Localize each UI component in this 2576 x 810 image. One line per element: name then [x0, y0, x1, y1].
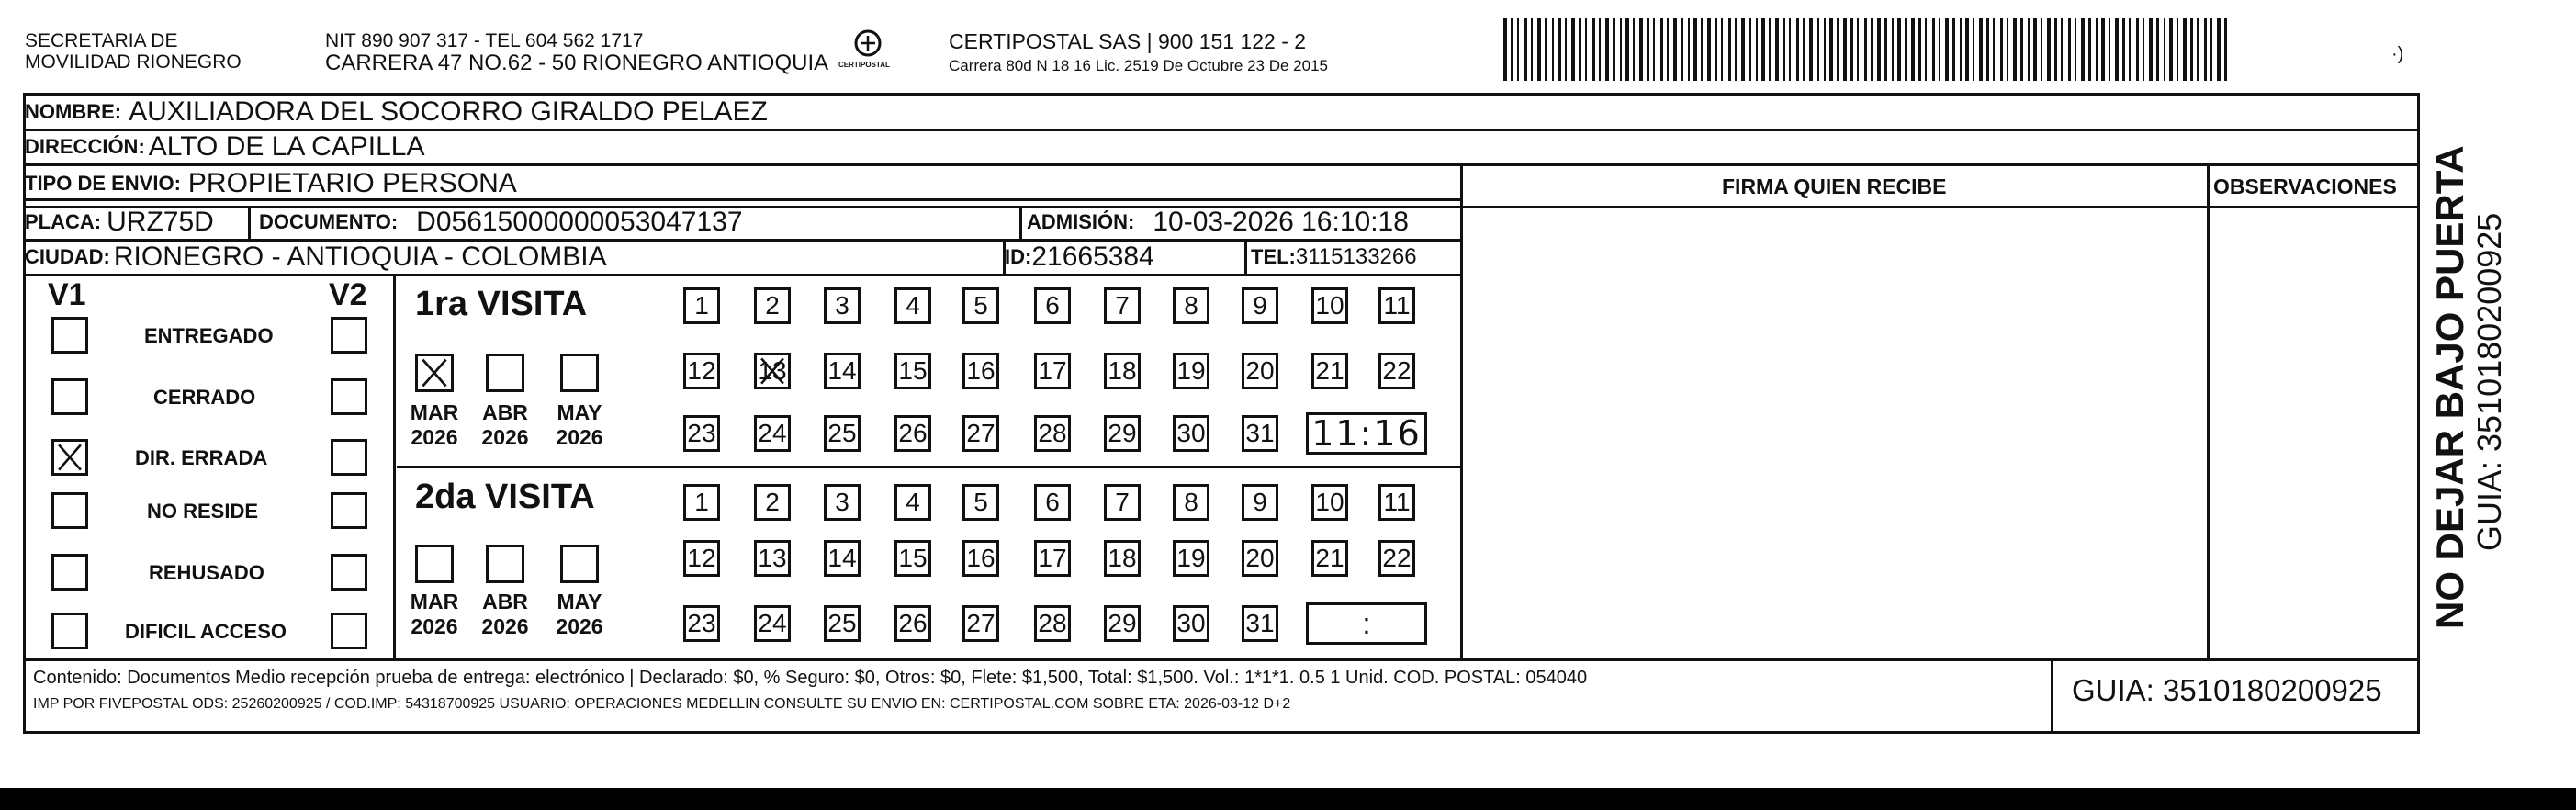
- month-label: MAY 2026: [556, 400, 603, 449]
- contenido-line: Contenido: Documentos Medio recepción prueba de entrega: electrónico | Declarado: $0, % Seguro: $0, Otros: $0, Flete: $1,500, Total: $1,500. Vol.: 1*1*1. 0.5 1 Unid. COD. POSTAL: 054040: [33, 668, 1588, 688]
- nombre-value: AUXILIADORA DEL SOCORRO GIRALDO PELAEZ: [129, 96, 768, 127]
- day-box-31[interactable]: [1242, 605, 1278, 642]
- day-number: 14: [827, 356, 857, 385]
- v1-checkbox[interactable]: [51, 439, 88, 476]
- day-number: 8: [1184, 488, 1198, 516]
- day-box-19[interactable]: [1173, 353, 1209, 389]
- x-mark-icon: [757, 355, 788, 387]
- imp-line: IMP POR FIVEPOSTAL ODS: 25260200925 / COD.IMP: 54318700925 USUARIO: OPERACIONES MEDELLIN CONSULTE SU ENVIO EN: CERTIPOSTAL.COM SOBRE ETA: 2026-03-12 D+2: [33, 696, 1291, 712]
- ciudad-value: RIONEGRO - ANTIOQUIA - COLOMBIA: [113, 242, 607, 272]
- day-box-15[interactable]: [894, 353, 931, 389]
- day-box-16[interactable]: [962, 353, 999, 389]
- day-box-9[interactable]: [1242, 484, 1278, 521]
- visit1-title: 1ra VISITA: [415, 285, 588, 323]
- observaciones-header: OBSERVACIONES: [2213, 174, 2397, 198]
- day-box-2[interactable]: [754, 287, 791, 324]
- nombre-label: NOMBRE:: [25, 100, 122, 123]
- day-box-30[interactable]: [1173, 415, 1209, 452]
- ciudad-label: CIUDAD:: [25, 245, 110, 268]
- day-box-20[interactable]: [1242, 353, 1278, 389]
- certipostal-logo-icon: [849, 28, 886, 59]
- nombre-row: [25, 96, 768, 129]
- day-box-13[interactable]: [754, 540, 791, 577]
- v2-label: V2: [329, 277, 367, 312]
- day-number: 22: [1382, 544, 1412, 572]
- day-number: 25: [827, 419, 857, 447]
- visit2-time-box[interactable]: [1306, 602, 1427, 645]
- day-number: 14: [827, 544, 857, 572]
- day-box-22[interactable]: [1378, 353, 1415, 389]
- day-box-26[interactable]: [894, 605, 931, 642]
- v2-checkbox[interactable]: [331, 554, 367, 591]
- v1-checkbox[interactable]: [51, 613, 88, 649]
- day-number: 28: [1038, 419, 1067, 447]
- day-box-23[interactable]: [683, 605, 720, 642]
- day-box-31[interactable]: [1242, 415, 1278, 452]
- day-box-1[interactable]: [683, 287, 720, 324]
- day-box-1[interactable]: [683, 484, 720, 521]
- issuer-line-1: SECRETARIA DE: [25, 30, 178, 51]
- x-mark-icon: [418, 356, 451, 389]
- day-box-2[interactable]: [754, 484, 791, 521]
- day-box-5[interactable]: [962, 287, 999, 324]
- day-box-17[interactable]: [1034, 540, 1071, 577]
- day-box-12[interactable]: [683, 540, 720, 577]
- day-number: 28: [1038, 609, 1067, 637]
- barcode: [1503, 18, 2233, 81]
- day-number: 19: [1176, 544, 1206, 572]
- day-number: 29: [1108, 609, 1137, 637]
- day-number: 9: [1253, 488, 1267, 516]
- ciudad-row: [25, 241, 607, 274]
- day-number: 10: [1315, 291, 1344, 320]
- day-box-7[interactable]: [1104, 287, 1141, 324]
- day-box-14[interactable]: [824, 353, 861, 389]
- day-box-8[interactable]: [1173, 484, 1209, 521]
- day-box-25[interactable]: [824, 415, 861, 452]
- day-number: 25: [827, 609, 857, 637]
- day-number: 12: [687, 356, 716, 385]
- v1-label: V1: [48, 277, 86, 312]
- admision-label: ADMISIÓN:: [1027, 210, 1135, 233]
- day-box-24[interactable]: [754, 605, 791, 642]
- day-box-26[interactable]: [894, 415, 931, 452]
- documento-label: DOCUMENTO:: [259, 210, 399, 233]
- id-row: [1005, 241, 1154, 274]
- day-number: 6: [1045, 488, 1060, 516]
- day-number: 12: [687, 544, 716, 572]
- v1-checkbox[interactable]: [51, 492, 88, 529]
- v2-checkbox[interactable]: [331, 613, 367, 649]
- day-number: 5: [973, 488, 988, 516]
- day-number: 18: [1108, 544, 1137, 572]
- day-box-21[interactable]: [1311, 353, 1348, 389]
- month-label: MAR 2026: [410, 400, 459, 449]
- day-box-17[interactable]: [1034, 353, 1071, 389]
- day-number: 15: [898, 356, 928, 385]
- day-number: 8: [1184, 291, 1198, 320]
- day-number: 30: [1176, 609, 1206, 637]
- day-number: 7: [1115, 488, 1130, 516]
- day-box-10[interactable]: [1311, 484, 1348, 521]
- day-box-3[interactable]: [824, 484, 861, 521]
- day-number: 6: [1045, 291, 1060, 320]
- day-number: 24: [758, 609, 787, 637]
- visit2-title: 2da VISITA: [415, 478, 595, 516]
- visit1-time-box[interactable]: [1306, 412, 1427, 455]
- day-box-14[interactable]: [824, 540, 861, 577]
- day-number: 30: [1176, 419, 1206, 447]
- day-box-8[interactable]: [1173, 287, 1209, 324]
- day-box-22[interactable]: [1378, 540, 1415, 577]
- v2-checkbox[interactable]: [331, 439, 367, 476]
- day-number: 27: [966, 609, 996, 637]
- day-number: 18: [1108, 356, 1137, 385]
- day-box-10[interactable]: [1311, 287, 1348, 324]
- day-number: 20: [1245, 356, 1275, 385]
- month-checkbox[interactable]: [415, 354, 454, 392]
- day-number: 4: [906, 291, 920, 320]
- direccion-label: DIRECCIÓN:: [25, 135, 145, 158]
- no-dejar-bajo-puerta: NO DEJAR BAJO PUERTA: [2428, 145, 2471, 629]
- day-box-4[interactable]: [894, 287, 931, 324]
- day-box-25[interactable]: [824, 605, 861, 642]
- month-checkbox[interactable]: [415, 545, 454, 583]
- day-number: 10: [1315, 488, 1344, 516]
- day-box-4[interactable]: [894, 484, 931, 521]
- v2-checkbox[interactable]: [331, 317, 367, 354]
- v1-checkbox[interactable]: [51, 378, 88, 415]
- month-checkbox[interactable]: [486, 545, 524, 583]
- month-checkbox[interactable]: [560, 354, 599, 392]
- day-box-20[interactable]: [1242, 540, 1278, 577]
- day-number: 23: [687, 419, 716, 447]
- day-number: 2: [765, 291, 780, 320]
- tel-label: TEL:: [1251, 245, 1296, 268]
- visit1-time: 11:16: [1311, 413, 1422, 454]
- day-box-5[interactable]: [962, 484, 999, 521]
- day-box-29[interactable]: [1104, 605, 1141, 642]
- day-number: 1: [694, 291, 709, 320]
- day-number: 31: [1245, 419, 1275, 447]
- day-number: 4: [906, 488, 920, 516]
- month-checkbox[interactable]: [486, 354, 524, 392]
- day-box-9[interactable]: [1242, 287, 1278, 324]
- day-box-24[interactable]: [754, 415, 791, 452]
- day-number: 23: [687, 609, 716, 637]
- month-label: ABR 2026: [481, 400, 529, 449]
- day-number: 15: [898, 544, 928, 572]
- documento-value: D05615000000053047137: [416, 207, 743, 237]
- day-box-29[interactable]: [1104, 415, 1141, 452]
- side-guia: GUIA: 3510180200925: [2470, 212, 2508, 551]
- footer-guia: GUIA: 3510180200925: [2072, 673, 2382, 707]
- day-number: 19: [1176, 356, 1206, 385]
- day-box-12[interactable]: [683, 353, 720, 389]
- bottom-strip: [0, 788, 2576, 810]
- day-box-16[interactable]: [962, 540, 999, 577]
- v2-checkbox[interactable]: [331, 492, 367, 529]
- placa-label: PLACA:: [25, 210, 102, 233]
- day-number: 20: [1245, 544, 1275, 572]
- certipostal-logo-text: CERTIPOSTAL: [838, 61, 890, 69]
- courier-line-1: CERTIPOSTAL SAS | 900 151 122 - 2: [949, 29, 1307, 53]
- admision-row: [1027, 206, 1409, 239]
- day-box-28[interactable]: [1034, 415, 1071, 452]
- status-label: NO RESIDE: [147, 500, 259, 523]
- day-number: 13: [758, 356, 787, 385]
- v2-checkbox[interactable]: [331, 378, 367, 415]
- tipo-envio-label: TIPO DE ENVIO:: [25, 172, 181, 195]
- placa-value: URZ75D: [107, 207, 214, 237]
- status-label: REHUSADO: [149, 561, 264, 584]
- id-value: 21665384: [1031, 242, 1154, 272]
- day-box-6[interactable]: [1034, 484, 1071, 521]
- day-number: 22: [1382, 356, 1412, 385]
- day-box-18[interactable]: [1104, 540, 1141, 577]
- day-number: 29: [1108, 419, 1137, 447]
- day-box-23[interactable]: [683, 415, 720, 452]
- visit2-time: :: [1362, 606, 1371, 640]
- day-number: 11: [1383, 488, 1411, 516]
- day-number: 21: [1315, 356, 1344, 385]
- day-number: 1: [694, 488, 709, 516]
- x-mark-icon: [54, 442, 85, 473]
- month-label: ABR 2026: [481, 590, 529, 638]
- month-label: MAR 2026: [410, 590, 459, 638]
- admision-value: 10-03-2026 16:10:18: [1153, 207, 1409, 237]
- day-number: 26: [898, 609, 928, 637]
- day-number: 5: [973, 291, 988, 320]
- placa-row: [25, 206, 214, 239]
- day-box-6[interactable]: [1034, 287, 1071, 324]
- day-number: 2: [765, 488, 780, 516]
- tipo-envio-row: [25, 167, 517, 200]
- status-label: DIFICIL ACCESO: [125, 620, 287, 643]
- day-box-28[interactable]: [1034, 605, 1071, 642]
- month-checkbox[interactable]: [560, 545, 599, 583]
- v1-checkbox[interactable]: [51, 317, 88, 354]
- status-label: DIR. ERRADA: [135, 446, 268, 469]
- tipo-envio-value: PROPIETARIO PERSONA: [187, 168, 517, 198]
- day-box-30[interactable]: [1173, 605, 1209, 642]
- day-box-11[interactable]: [1378, 484, 1415, 521]
- day-box-11[interactable]: [1378, 287, 1415, 324]
- day-number: 11: [1383, 291, 1411, 320]
- tel-row: [1251, 241, 1417, 274]
- nit-line: NIT 890 907 317 - TEL 604 562 1717: [325, 30, 644, 51]
- day-number: 31: [1245, 609, 1275, 637]
- firma-header: FIRMA QUIEN RECIBE: [1722, 174, 1947, 198]
- day-number: 17: [1038, 544, 1067, 572]
- day-number: 7: [1115, 291, 1130, 320]
- month-label: MAY 2026: [556, 590, 603, 638]
- address-line: CARRERA 47 NO.62 - 50 RIONEGRO ANTIOQUIA: [325, 51, 829, 75]
- day-box-15[interactable]: [894, 540, 931, 577]
- courier-line-2: Carrera 80d N 18 16 Lic. 2519 De Octubre 23 De 2015: [949, 57, 1328, 74]
- issuer-line-2: MOVILIDAD RIONEGRO: [25, 51, 242, 73]
- day-number: 17: [1038, 356, 1067, 385]
- day-box-7[interactable]: [1104, 484, 1141, 521]
- tel-value: 3115133266: [1295, 244, 1417, 269]
- status-label: CERRADO: [153, 386, 256, 409]
- day-number: 3: [835, 291, 849, 320]
- documento-row: [259, 206, 743, 239]
- day-number: 9: [1253, 291, 1267, 320]
- day-number: 24: [758, 419, 787, 447]
- day-number: 13: [758, 544, 787, 572]
- direccion-value: ALTO DE LA CAPILLA: [148, 131, 425, 162]
- day-number: 16: [966, 356, 996, 385]
- day-number: 16: [966, 544, 996, 572]
- v1-checkbox[interactable]: [51, 554, 88, 591]
- day-number: 27: [966, 419, 996, 447]
- direccion-row: [25, 130, 424, 163]
- day-box-19[interactable]: [1173, 540, 1209, 577]
- day-number: 3: [835, 488, 849, 516]
- day-box-13[interactable]: [754, 353, 791, 389]
- day-number: 26: [898, 419, 928, 447]
- day-box-27[interactable]: [962, 415, 999, 452]
- corner-mark: ·): [2391, 44, 2404, 64]
- day-number: 21: [1315, 544, 1344, 572]
- day-box-21[interactable]: [1311, 540, 1348, 577]
- day-box-3[interactable]: [824, 287, 861, 324]
- id-label: ID:: [1005, 245, 1032, 268]
- status-label: ENTREGADO: [144, 324, 274, 347]
- day-box-27[interactable]: [962, 605, 999, 642]
- day-box-18[interactable]: [1104, 353, 1141, 389]
